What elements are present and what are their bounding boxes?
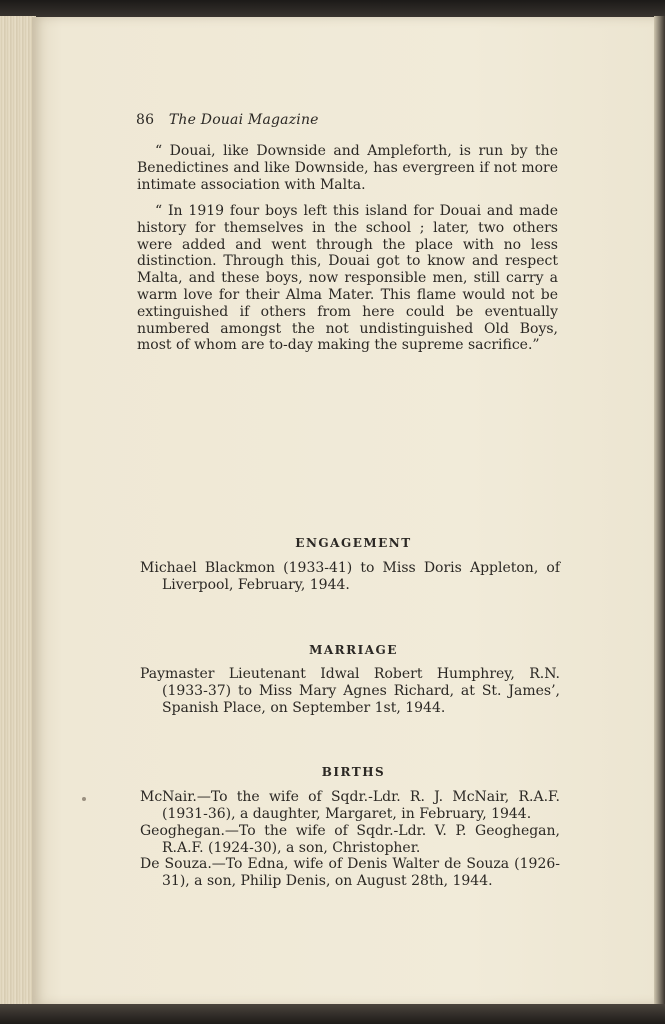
right-book-edge <box>654 16 665 1006</box>
magazine-title: The Douai Magazine <box>168 112 319 128</box>
quote-paragraph-1: “ Douai, like Downside and Ampleforth, is run by the Benedictines and like Downside, has evergreen if not more intimate association with Malta. <box>137 143 558 193</box>
page-stack-edge <box>0 16 36 1006</box>
marriage-heading: MARRIAGE <box>309 643 398 657</box>
birth-entry-de-souza: De Souza.—To Edna, wife of Denis Walter de Souza (1926-31), a son, Philip Denis, on August 28th, 1944. <box>140 856 560 889</box>
birth-entry-mcnair: McNair.—To the wife of Sqdr.-Ldr. R. J. McNair, R.A.F. (1931-36), a daughter, Margaret, in February, 1944. <box>140 789 560 822</box>
top-book-edge <box>0 0 665 18</box>
engagement-heading: ENGAGEMENT <box>295 536 412 550</box>
quote-paragraph-2: “ In 1919 four boys left this island for Douai and made history for themselves in the school ; later, two others were added and went through the place with no less distinction. Through this, Douai got to know and respect Malta, and these boys, now responsible men, still carry a warm love for their Alma Mater. This flame would not be extinguished if others from here could be eventually numbered amongst the not undistinguished Old Boys, most of whom are to-day making the supreme sacrifice.” <box>137 203 558 354</box>
paper-speck <box>82 797 86 801</box>
engagement-entry: Michael Blackmon (1933-41) to Miss Doris Appleton, of Liverpool, February, 1944. <box>140 560 560 593</box>
bottom-book-edge <box>0 1004 665 1024</box>
births-heading: BIRTHS <box>321 765 386 779</box>
birth-entry-geoghegan: Geoghegan.—To the wife of Sqdr.-Ldr. V. P. Geoghegan, R.A.F. (1924-30), a son, Christopher. <box>140 823 560 856</box>
running-header <box>136 112 319 128</box>
marriage-entry: Paymaster Lieutenant Idwal Robert Humphrey, R.N. (1933-37) to Miss Mary Agnes Richard, at St. James’, Spanish Place, on September 1st, 1944. <box>140 666 560 716</box>
page-number: 86 <box>136 112 155 128</box>
